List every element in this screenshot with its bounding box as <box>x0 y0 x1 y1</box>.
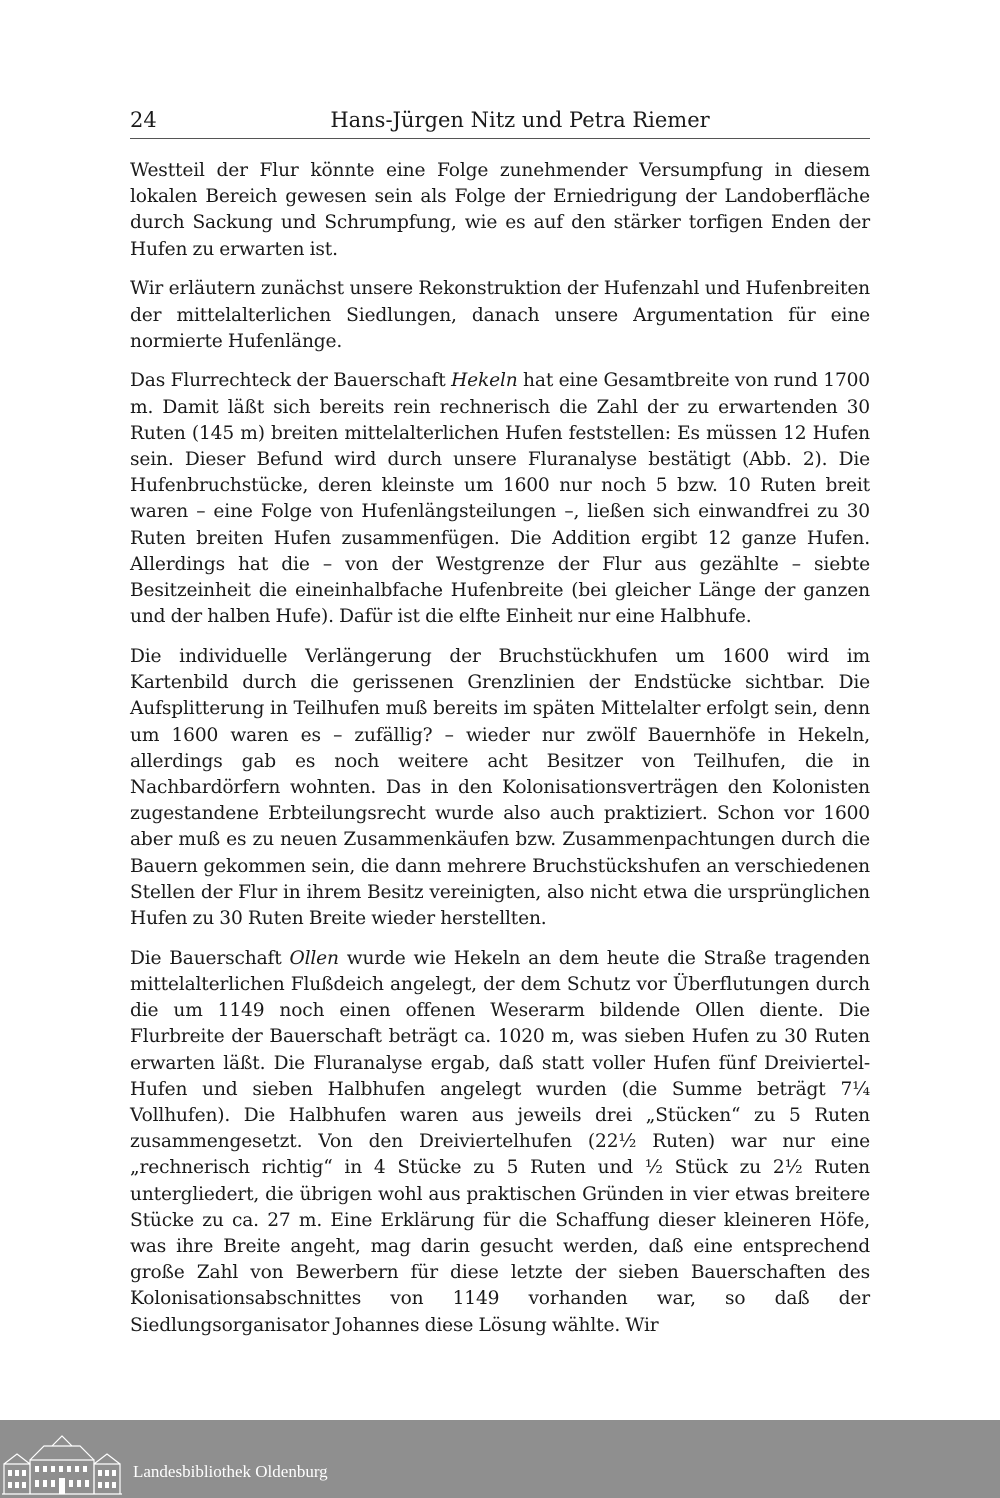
page-number: 24 <box>130 108 157 132</box>
paragraph-3 <box>130 368 870 630</box>
paragraph-2: Wir erläutern zunächst unsere Rekonstruktion der Hufenzahl und Hufenbreiten der mittelalterlichen Siedlungen, danach unsere Argumentation für eine normierte Hufenlänge. <box>130 278 870 352</box>
paragraph-3-text-rest: hat eine Gesamtbreite von rund 1700 m. Damit läßt sich bereits rein rechnerisch die Zahl der zu erwartenden 30 Ruten (145 m) breiten mittelalterlichen Hufen feststellen: Es müssen 12 Hufen sein. Dieser Befund wird durch unsere Fluranalyse bestätigt (Abb. 2). Die Hufenbruchstücke, deren kleinste um 1600 nur noch 5 bzw. 10 Ruten breit waren – eine Folge von Hufenlängsteilungen –, ließen sich einwandfrei zu 30 Ruten breiten Hufen zusammenfügen. Die Addition ergibt 12 ganze Hufen. Allerdings hat die – von der Westgrenze der Flur aus gezählte – siebte Besitzeinheit die eineinhalbfache Hufenbreite (bei gleicher Länge der ganzen und der halben Hufe). Dafür ist die elfte Einheit nur eine Halbhufe. <box>130 370 870 628</box>
paragraph-5-text-start: Die Bauerschaft <box>130 947 290 969</box>
library-name: Landesbibliothek Oldenburg <box>133 1462 328 1481</box>
running-title: Hans-Jürgen Nitz und Petra Riemer <box>330 108 710 132</box>
place-name-ollen: Ollen <box>289 947 339 969</box>
paragraph-4: Die individuelle Verlängerung der Bruchstückhufen um 1600 wird im Kartenbild durch die gerissenen Grenzlinien der Endstücke sichtbar. Die Aufsplitterung in Teilhufen muß bereits im späten Mittelalter erfolgt sein, denn um 1600 waren es – zufällig? – wieder nur zwölf Bauernhöfe in Hekeln, allerdings gab es noch weitere acht Besitzer von Teilhufen, die in Nachbardörfern wohnten. Das in den Kolonisationsverträgen den Kolonisten zugestandene Erbteilungsrecht wurde also auch praktiziert. Schon vor 1600 aber muß es zu neuen Zusammenkäufen bzw. Zusammenpachtungen durch die Bauern gekommen sein, die dann mehrere Bruchstückshufen an verschiedenen Stellen der Flur in ihrem Besitz vereinigten, also nicht etwa die ursprünglichen Hufen zu 30 Ruten Breite wieder herstellten. <box>130 645 870 929</box>
paragraph-1: Westteil der Flur könnte eine Folge zunehmender Versumpfung in diesem lokalen Bereich gewesen sein als Folge der Erniedrigung der Landoberfläche durch Sackung und Schrumpfung, wie es auf den stärker torfigen Enden der Hufen zu erwarten ist. <box>130 160 870 260</box>
place-name-hekeln: Hekeln <box>451 370 518 392</box>
body-text <box>130 158 870 1352</box>
paragraph-5-text-rest: wurde wie Hekeln an dem heute die Straße tragenden mittelalterlichen Flußdeich angelegt, der dem Schutz vor Überflutungen durch die um 1149 noch einen offenen Weserarm bildende Ollen diente. Die Flurbreite der Bauerschaft beträgt ca. 1020 m, was sieben Hufen zu 30 Ruten erwarten läßt. Die Fluranalyse ergab, daß statt voller Hufen fünf Dreiviertel-Hufen und sieben Halbhufen angelegt wurden (die Summe beträgt 7¼ Vollhufen). Die Halbhufen waren aus jeweils drei „Stücken“ zu 5 Ruten zusammengesetzt. Von den Dreiviertelhufen (22½ Ruten) war nur eine „rechnerisch richtig“ in 4 Stücke zu 5 Ruten und ½ Stück zu 2½ Ruten untergliedert, die übrigen wohl aus praktischen Gründen in vier etwas breitere Stücke zu ca. 27 m. Eine Erklärung für die Schaffung dieser kleineren Höfe, was ihre Breite angeht, mag darin gesucht werden, daß eine entsprechend große Zahl von Bewerbern für diese letzte der sieben Bauerschaften des Kolonisationsabschnittes von 1149 vorhanden war, so daß der Siedlungsorganisator Johannes diese Lösung wählte. Wir <box>130 947 870 1336</box>
paragraph-5 <box>130 946 870 1339</box>
library-footer-bar <box>0 1420 1000 1498</box>
page-header <box>130 108 870 139</box>
library-building-icon <box>0 1420 124 1498</box>
paragraph-3-text-start: Das Flurrechteck der Bauerschaft <box>130 370 452 392</box>
